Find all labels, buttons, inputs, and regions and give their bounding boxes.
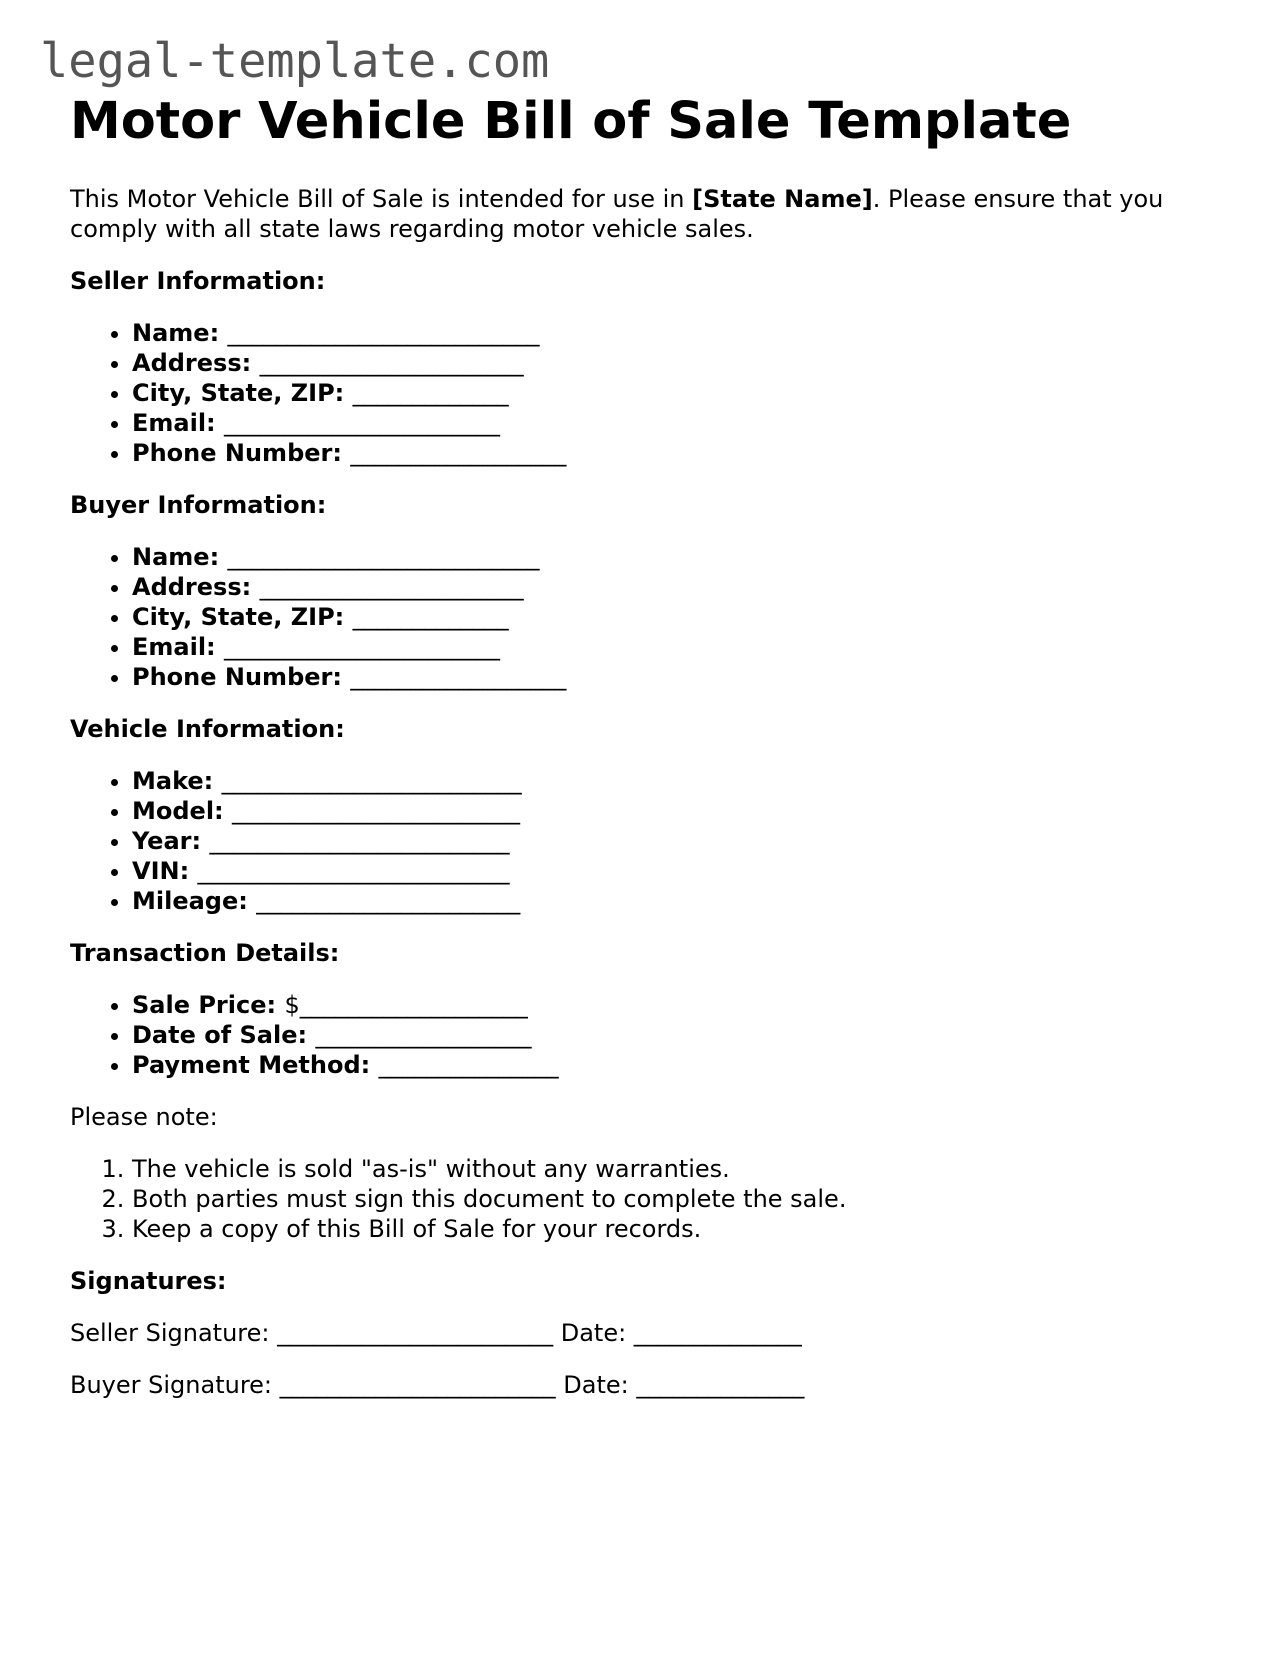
fill-in-blank: ________________________ xyxy=(232,797,521,825)
payment-method-field xyxy=(132,1050,1230,1080)
fill-in-blank: __________________ xyxy=(350,663,567,691)
fill-in-blank: _______________________ xyxy=(224,633,501,661)
state-name-placeholder: [State Name] xyxy=(692,185,873,213)
field-label: Phone Number: xyxy=(132,439,342,467)
buyer-fields-list xyxy=(70,542,1230,692)
transaction-details-heading: Transaction Details: xyxy=(70,939,340,967)
field-label: Year: xyxy=(132,827,202,855)
fill-in-blank: ______________________ xyxy=(259,573,524,601)
date-of-sale-field xyxy=(132,1020,1230,1050)
vehicle-year-field xyxy=(132,826,1230,856)
seller-signature-line: Seller Signature: _______________________ Date: ______________ xyxy=(70,1319,802,1347)
buyer-signature-line: Buyer Signature: _______________________ Date: ______________ xyxy=(70,1371,805,1399)
field-label: Make: xyxy=(132,767,214,795)
field-label: VIN: xyxy=(132,857,190,885)
field-label: Email: xyxy=(132,633,216,661)
vehicle-model-field xyxy=(132,796,1230,826)
fill-in-blank: __________________ xyxy=(315,1021,532,1049)
fill-in-blank: _________________________ xyxy=(221,767,522,795)
intro-text-before: This Motor Vehicle Bill of Sale is intended for use in xyxy=(70,185,693,213)
field-label: Address: xyxy=(132,349,252,377)
fill-in-blank: __________________________ xyxy=(197,857,510,885)
signatures-heading: Signatures: xyxy=(70,1267,227,1295)
fill-in-blank: _______________ xyxy=(378,1051,559,1079)
buyer-information-heading: Buyer Information: xyxy=(70,491,327,519)
seller-information-heading: Seller Information: xyxy=(70,267,326,295)
note-item: 3. Keep a copy of this Bill of Sale for your records. xyxy=(132,1214,1230,1244)
vehicle-vin-field xyxy=(132,856,1230,886)
field-label: Name: xyxy=(132,543,220,571)
fill-in-blank: ______________________ xyxy=(256,887,521,915)
vehicle-mileage-field xyxy=(132,886,1230,916)
vehicle-fields-list xyxy=(70,766,1230,916)
seller-city-state-zip-field xyxy=(132,378,1230,408)
fill-in-blank: _________________________ xyxy=(209,827,510,855)
please-note-label: Please note: xyxy=(70,1103,218,1131)
field-label: Name: xyxy=(132,319,220,347)
fill-in-blank: __________________________ xyxy=(227,319,540,347)
document-page xyxy=(70,88,1230,1400)
document-title: Motor Vehicle Bill of Sale Template xyxy=(70,92,1072,151)
vehicle-information-heading: Vehicle Information: xyxy=(70,715,345,743)
field-label: Email: xyxy=(132,409,216,437)
vehicle-make-field xyxy=(132,766,1230,796)
sale-price-field xyxy=(132,990,1230,1020)
fill-in-blank: _______________________ xyxy=(224,409,501,437)
intro-paragraph xyxy=(70,184,1230,244)
seller-phone-field xyxy=(132,438,1230,468)
seller-name-field xyxy=(132,318,1230,348)
field-label: Date of Sale: xyxy=(132,1021,308,1049)
seller-fields-list xyxy=(70,318,1230,468)
seller-email-field xyxy=(132,408,1230,438)
transaction-fields-list xyxy=(70,990,1230,1080)
field-label: Address: xyxy=(132,573,252,601)
field-label: Sale Price: xyxy=(132,991,277,1019)
fill-in-blank: __________________________ xyxy=(227,543,540,571)
field-label: Model: xyxy=(132,797,224,825)
field-label: City, State, ZIP: xyxy=(132,379,345,407)
fill-in-blank: __________________ xyxy=(350,439,567,467)
notes-list xyxy=(70,1154,1230,1244)
buyer-email-field xyxy=(132,632,1230,662)
seller-address-field xyxy=(132,348,1230,378)
watermark-logo-text: legal-template.com xyxy=(40,34,550,89)
field-label: City, State, ZIP: xyxy=(132,603,345,631)
note-item: 2. Both parties must sign this document to complete the sale. xyxy=(132,1184,1230,1214)
buyer-address-field xyxy=(132,572,1230,602)
fill-in-blank: $___________________ xyxy=(284,991,528,1019)
fill-in-blank: _____________ xyxy=(352,603,509,631)
field-label: Mileage: xyxy=(132,887,248,915)
field-label: Payment Method: xyxy=(132,1051,371,1079)
buyer-phone-field xyxy=(132,662,1230,692)
note-item: 1. The vehicle is sold "as-is" without any warranties. xyxy=(132,1154,1230,1184)
buyer-city-state-zip-field xyxy=(132,602,1230,632)
fill-in-blank: ______________________ xyxy=(259,349,524,377)
fill-in-blank: _____________ xyxy=(352,379,509,407)
field-label: Phone Number: xyxy=(132,663,342,691)
buyer-name-field xyxy=(132,542,1230,572)
intro-text-after: . Please ensure that you comply with all state laws regarding motor vehicle sales. xyxy=(70,185,1164,243)
